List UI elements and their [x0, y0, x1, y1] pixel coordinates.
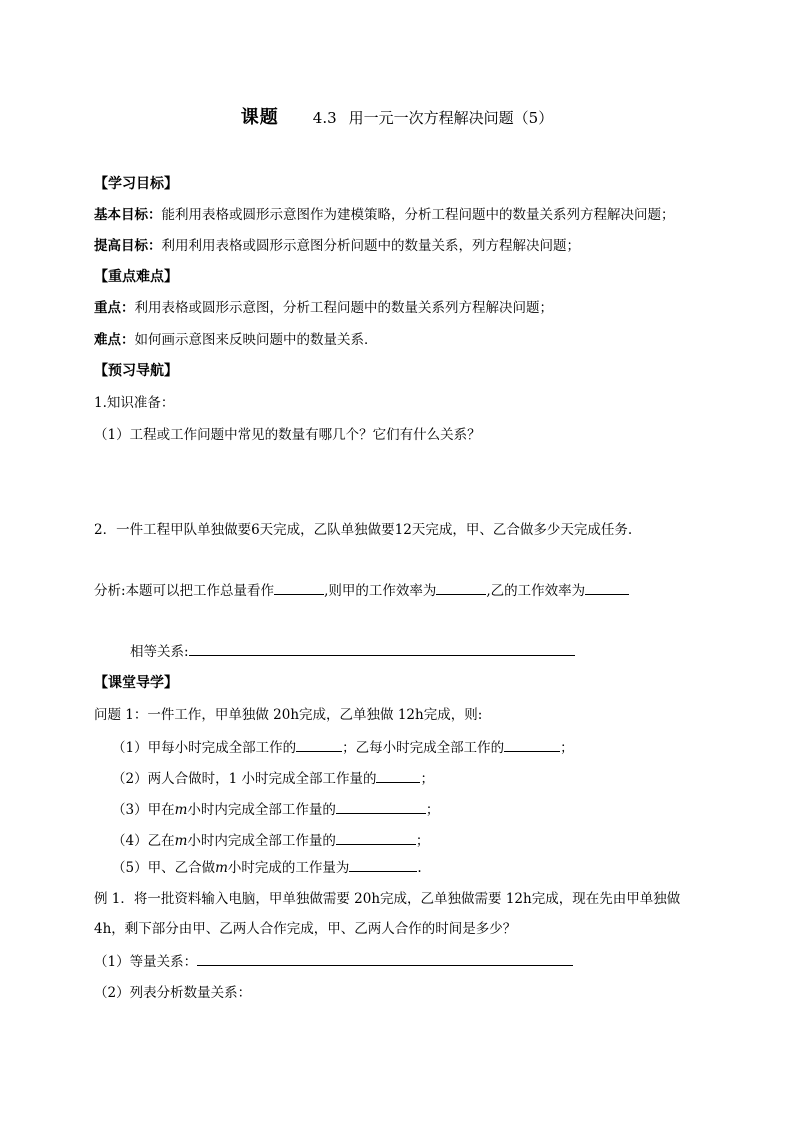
goal-advanced-text: 利用利用表格或圆形示意图分析问题中的数量关系，列方程解决问题；: [161, 238, 580, 254]
q1-item3-part-c: ；: [425, 802, 440, 818]
section-classroom: 【课堂导学】: [94, 675, 178, 691]
q1-item4-blank[interactable]: [336, 830, 416, 845]
q1-item2-part-a: （2）两人合做时，1 小时完成全部工作量的: [112, 771, 377, 787]
section-keypoints: 【重点难点】: [94, 269, 178, 285]
q1-item1-part-b: ；乙每小时完成全部工作的: [342, 740, 505, 756]
q1-item1-blank-b[interactable]: [504, 737, 560, 752]
q1-item1-part-a: （1）甲每小时完成全部工作的: [112, 740, 297, 756]
title-number: 4.3: [312, 109, 337, 127]
example1-line1: 例 1．将一批资料输入电脑，甲单独做需要 20h完成，乙单独做需要 12h完成，现在先由甲单独做: [94, 891, 681, 907]
goal-basic: [94, 205, 675, 225]
q1-item5-part-c: .: [417, 860, 422, 876]
keypoint-difficult-text: 如何画示意图来反映问题中的数量关系．: [134, 332, 378, 348]
equal-blank[interactable]: [189, 641, 575, 656]
section-preview: 【预习导航】: [94, 363, 178, 379]
q1-item2-blank[interactable]: [376, 768, 420, 783]
keypoint-key: [94, 298, 553, 318]
analysis-part-c: ,乙的工作效率为: [486, 583, 586, 599]
keypoint-key-label: 重点：: [94, 300, 135, 316]
preview-analysis: [94, 580, 629, 601]
preview-item1-q1: （1）工程或工作问题中常见的数量有哪几个？它们有什么关系？: [94, 427, 481, 443]
example1-step1-blank[interactable]: [197, 951, 573, 966]
preview-equal: [130, 641, 575, 662]
example1-line2: 4h，剩下部分由甲、乙两人合作完成，甲、乙两人合作的时间是多少？: [94, 921, 517, 937]
keypoint-key-text: 利用表格或圆形示意图，分析工程问题中的数量关系列方程解决问题；: [134, 300, 553, 316]
q1-item3: [112, 799, 439, 820]
goal-advanced-label: 提高目标：: [94, 238, 162, 254]
section-goals: 【学习目标】: [94, 176, 178, 192]
title-label: 课题: [240, 107, 279, 128]
q1-item3-part-a: （3）甲在: [112, 802, 175, 818]
q1-item4-part-a: （4）乙在: [112, 833, 175, 849]
q1-item4-part-b: 小时内完成全部工作量的: [187, 833, 336, 849]
q1-item5-blank[interactable]: [349, 857, 417, 872]
equal-label: 相等关系:: [130, 644, 189, 660]
goal-basic-text: 能利用表格或圆形示意图作为建模策略，分析工程问题中的数量关系列方程解决问题；: [161, 207, 675, 223]
keypoint-difficult: [94, 330, 378, 350]
q1-intro: 问题 1：一件工作，甲单独做 20h完成，乙单独做 12h完成，则:: [94, 707, 483, 723]
analysis-blank-b-rate[interactable]: [585, 580, 629, 595]
q1-item5-part-a: （5）甲、乙合做: [112, 860, 216, 876]
q1-item2-part-b: ；: [420, 771, 434, 787]
analysis-part-b: ,则甲的工作效率为: [324, 583, 437, 599]
q1-item1-blank-a[interactable]: [296, 737, 342, 752]
analysis-blank-a-rate[interactable]: [436, 580, 486, 595]
q1-item4: [112, 830, 429, 851]
q1-item5-var: m: [215, 860, 228, 876]
q1-item3-blank[interactable]: [336, 799, 426, 814]
q1-item3-var: m: [174, 802, 188, 818]
preview-item1: 1.知识准备：: [94, 395, 175, 411]
keypoint-difficult-label: 难点：: [94, 332, 135, 348]
q1-item3-part-b: 小时内完成全部工作量的: [187, 802, 336, 818]
analysis-blank-total[interactable]: [274, 580, 324, 595]
page-title: [0, 103, 794, 129]
preview-item2: 2．一件工程甲队单独做要6天完成，乙队单独做要12天完成，甲、乙合做多少天完成任务.: [94, 522, 633, 538]
goal-basic-label: 基本目标：: [94, 207, 162, 223]
example1-step1: [94, 951, 573, 972]
q1-item5-part-b: 小时完成的工作量为: [227, 860, 350, 876]
title-text: 用一元一次方程解决问题（5）: [348, 109, 554, 127]
q1-item4-var: m: [174, 833, 188, 849]
goal-advanced: [94, 236, 580, 256]
q1-item1-part-c: ；: [560, 740, 574, 756]
q1-item4-part-c: ；: [415, 833, 430, 849]
analysis-part-a: 分析:本题可以把工作总量看作: [94, 583, 275, 599]
q1-item1: [112, 737, 574, 758]
example1-step2: （2）列表分析数量关系：: [94, 985, 252, 1001]
q1-item2: [112, 768, 434, 789]
example1-step1-label: （1）等量关系：: [94, 954, 198, 970]
q1-item5: [112, 857, 422, 878]
